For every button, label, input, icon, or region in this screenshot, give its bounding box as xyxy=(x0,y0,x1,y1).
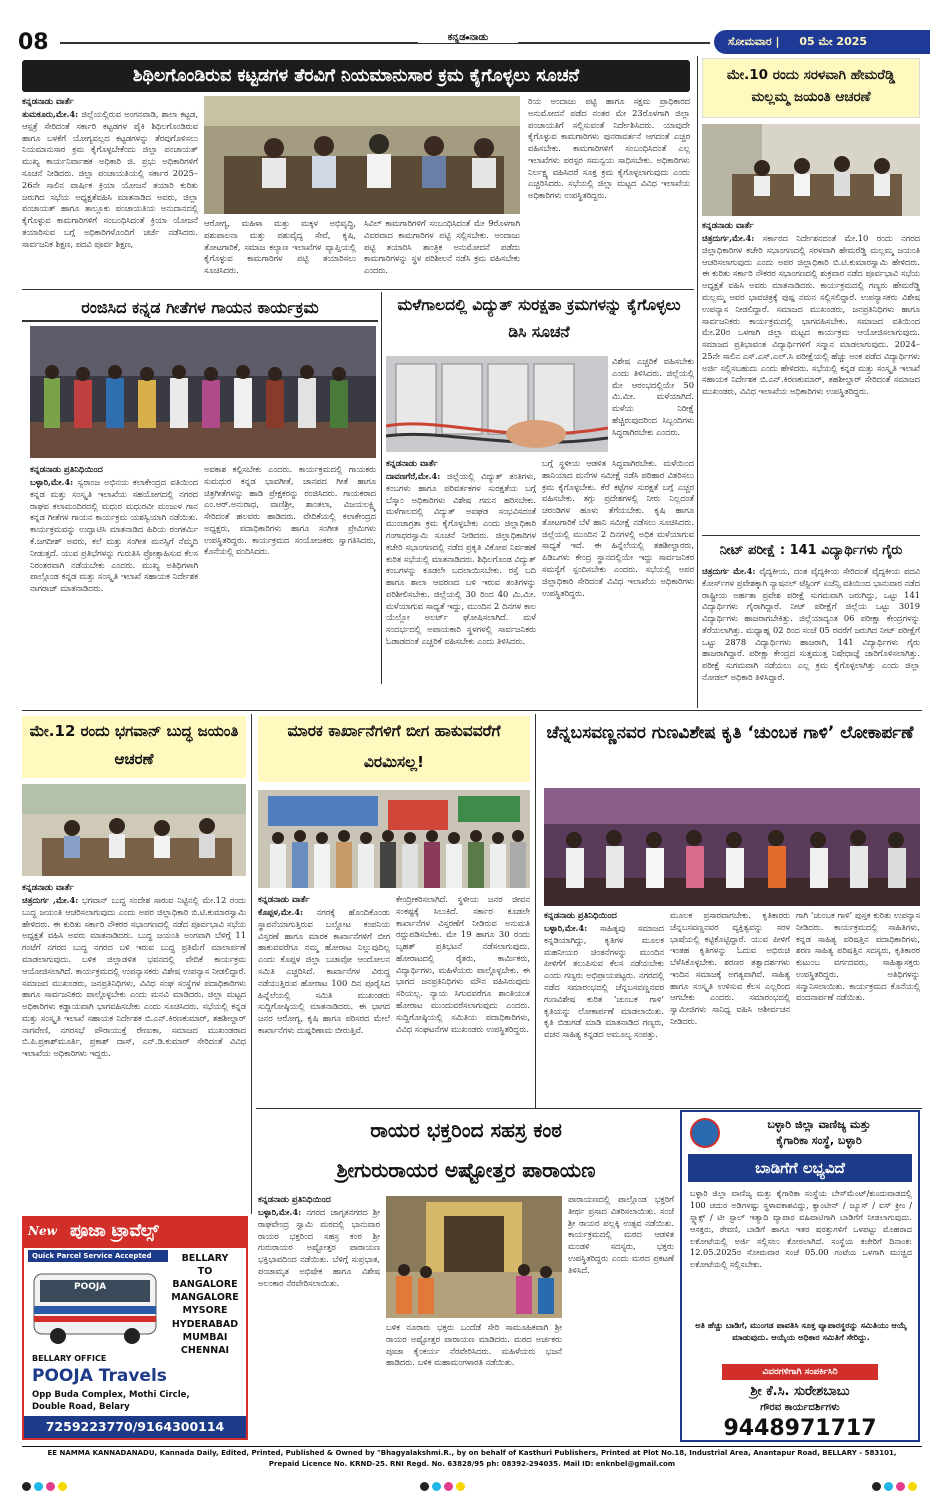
a4-photo-stage xyxy=(30,326,376,458)
chamber-title-1: ಬಳ್ಳಾರಿ ಜಿಲ್ಲಾ ವಾಣಿಜ್ಯ ಮತ್ತು xyxy=(767,1118,871,1131)
a9-dateline: ಕನ್ನಡನಾಡು ಪ್ರತಿನಿಧಿಯಿಂದ xyxy=(258,1195,331,1205)
a7-place: ಕೊಪ್ಪಳ,ಮೇ.4: xyxy=(258,907,304,918)
chamber-contact: ವಿವರಗಳಿಗಾಗಿ ಸಂಪರ್ಕಿಸಿರಿ xyxy=(722,1364,878,1380)
a6-headline: ಮೇ.12 ರಂದು ಭಗವಾನ್ ಬುದ್ಧ ಜಯಂತಿ ಆಚರಣೆ xyxy=(22,716,246,778)
a5-body1: ವಿಶೇಷ ಎಚ್ಚರಿಕೆ ವಹಿಸಬೇಕು ಎಂದು ತಿಳಿಸಿದರು. ಜಿಲ್ಲೆಯಲ್ಲಿ ಮೇ ಆರಂಭದಲ್ಲಿಯೇ 50 ಮಿ.ಮೀ. ಮಳೆಯಾಗಿದೆ. ಮಳೆಯ ನಿರೀಕ್ಷೆ ಹೆಚ್ಚಿರುವುದರಿಂದ ಸಿಬ್ಬಂದಿಗಳು ಸಿದ್ಧರಾಗಿರಬೇಕು ಎಂದರು. xyxy=(612,356,694,437)
chamber-designation: ಗೌರವ ಕಾರ್ಯದರ್ಶಿಗಳು xyxy=(760,1402,840,1413)
a5-text-col1 xyxy=(386,458,536,684)
route-item: BANGALORE xyxy=(172,1279,238,1291)
a2-headline: ಮೇ.10 ರಂದು ಸರಳವಾಗಿ ಹೇಮರೆಡ್ಡಿ ಮಲ್ಲಮ್ಮ ಜಯಂತಿ ಆಚರಣೆ xyxy=(702,58,920,118)
a1-body1: ಜಿಲ್ಲೆಯಲ್ಲಿರುವ ಅಂಗನವಾಡಿ, ಶಾಲಾ ಕಟ್ಟಡ, ಆಸ್ಪತ್ರೆ ಸೇರಿದಂತೆ ಸರ್ಕಾರಿ ಕಟ್ಟಡಗಳ ಪೈಕಿ ಶಿಥಿಲಗೊಂಡಿರುವ ಹಾಗೂ ಬಳಕೆಗೆ ಯೋಗ್ಯವಲ್ಲದ ಕಟ್ಟಡಗಳನ್ನು ತೆರವುಗೊಳಿಸಲು ನಿಯಮಾನುಸಾರ ಕ್ರಮ ಕೈಗೊಳ್ಳಬೇಕೆಂದು ಜಿಲ್ಲಾ ಪಂಚಾಯತ್ ಮುಖ್ಯ ಕಾರ್ಯನಿರ್ವಾಹಕ ಅಧಿಕಾರಿ ಜಿ. ಪ್ರಭು ಅಧಿಕಾರಿಗಳಿಗೆ ಸೂಚನೆ ನೀಡಿದರು. ಜಿಲ್ಲಾ ಪಂಚಾಯತಿಯಲ್ಲಿ ಸರ್ಕಾರ 2025–26ನೇ ಸಾಲಿನ ವಾರ್ಷಿಕ ಕ್ರಿಯಾ ಯೋಜನೆ ತಯಾರಿ ಕುರಿತು ಜರುಗಿದ ಸಭೆಯ ಅಧ್ಯಕ್ಷತೆವಹಿಸಿ ಮಾತನಾಡಿದ ಅವರು, ಜಿಲ್ಲಾ ಪಂಚಾಯತ್ ಹಾಗೂ ತಾಲ್ಲೂಕು ಪಂಚಾಯತಿಯ ಅನುದಾನದಲ್ಲಿ ಕೈಗೊಳ್ಳುವ ಕಾಮಗಾರಿಗಳಿಗೆ ಸಂಬಂಧಿಸಿದಂತೆ ಕ್ರಿಯಾ ಯೋಜನೆ ತಯಾರಿಸುವ ಬಗ್ಗೆ ಅಧಿಕಾರಿಗಳೊಂದಿಗೆ ಚರ್ಚೆ ನಡೆಸಿದರು. ಸಾರ್ವಜನಿಕ ಶಿಕ್ಷಣ, ಪದವಿ ಪೂರ್ವ ಶಿಕ್ಷಣ, xyxy=(22,109,198,249)
a6-text xyxy=(22,882,246,1212)
a4-body2: ಅವಕಾಶ ಕಲ್ಪಿಸಬೇಕು ಎಂದರು. ಕಾರ್ಯಕ್ರಮದಲ್ಲಿ ಗಾಯಕರು ಸುಮಧುರ ಕನ್ನಡ ಭಾವಗೀತೆ, ಜಾನಪದ ಗೀತೆ ಹಾಗೂ ಚಿತ್ರಗೀತೆಗಳನ್ನು ಹಾಡಿ ಪ್ರೇಕ್ಷಕರನ್ನು ರಂಜಿಸಿದರು. ಗಾಯಕರಾದ ಎಂ.ಆರ್.ಅನುರಾಧ, ವಾಣಿಶ್ರೀ, ಶಾಂತಲಾ, ವಿಜಯಲಕ್ಷ್ಮಿ ಸೇರಿದಂತೆ ಹಲವರು ಹಾಡಿದರು. ವೇದಿಕೆಯಲ್ಲಿ ಕಲಾಕೇಂದ್ರದ ಅಧ್ಯಕ್ಷರು, ಪದಾಧಿಕಾರಿಗಳು ಹಾಗೂ ಸಂಗೀತ ಪ್ರೇಮಿಗಳು ಉಪಸ್ಥಿತರಿದ್ದರು. ಕಾರ್ಯಕ್ರಮದ ಸಂಯೋಜಕರು ಸ್ವಾಗತಿಸಿದರು, ಕೊನೆಯಲ್ಲಿ ವಂದಿಸಿದರು. xyxy=(204,464,376,557)
a4-text-col1 xyxy=(30,464,198,682)
a2-place: ಚಿತ್ರದುರ್ಗ,ಮೇ.4: xyxy=(702,233,755,244)
route-item: HYDERABAD xyxy=(171,1318,239,1330)
a6-dateline: ಕನ್ನಡನಾಡು ವಾರ್ತೆ xyxy=(22,883,74,893)
a2-body: ಸರ್ಕಾರದ ನಿರ್ದೇಶನದಂತೆ ಮೇ.10 ರಂದು ನಗರದ ಜಿಲ್ಲಾಧಿಕಾರಿಗಳ ಕಚೇರಿ ಸಭಾಂಗಣದಲ್ಲಿ ಸರಳವಾಗಿ ಹೇಮರೆಡ್ಡಿ ಮಲ್ಲಮ್ಮ ಜಯಂತಿ ಆಚರಿಸಲಾಗುವುದು ಎಂದು ಅಪರ ಜಿಲ್ಲಾಧಿಕಾರಿ ಬಿ.ಟಿ.ಕುಮಾರಸ್ವಾಮಿ ಹೇಳಿದರು. ಈ ಕುರಿತು ಸರ್ಕಾರಿ ನೌಕರರ ಸಭಾಂಗಣದಲ್ಲಿ ಶುಕ್ರವಾರ ನಡೆದ ಪೂರ್ವಭಾವಿ ಸಭೆಯ ಅಧ್ಯಕ್ಷತೆ ವಹಿಸಿ ಅವರು ಮಾತನಾಡಿದರು. ಕಾರ್ಯಕ್ರಮದಲ್ಲಿ ಗಣ್ಯರು ಹೇಮರೆಡ್ಡಿ ಮಲ್ಲಮ್ಮ ಅವರ ಭಾವಚಿತ್ರಕ್ಕೆ ಪುಷ್ಪ ನಮನ ಸಲ್ಲಿಸಲಿದ್ದಾರೆ. ಉಪನ್ಯಾಸಕರು ವಿಶೇಷ ಉಪನ್ಯಾಸ ನೀಡಲಿದ್ದಾರೆ. ಸಮಾಜದ ಮುಖಂಡರು, ಜನಪ್ರತಿನಿಧಿಗಳು ಹಾಗೂ ಸಾರ್ವಜನಿಕರು ಕಾರ್ಯಕ್ರಮದಲ್ಲಿ ಭಾಗವಹಿಸಬೇಕು. ಸಮಾಜದ ವತಿಯಿಂದ ಮೇ.20ರ ಒಳಗಾಗಿ ಜಿಲ್ಲಾ ಮಟ್ಟದ ಕಾರ್ಯಕ್ರಮ ಆಯೋಜಿಸಲಾಗುವುದು. ಸಮಾಜದ ಪ್ರತಿಭಾವಂತ ವಿದ್ಯಾರ್ಥಿಗಳಿಗೆ ಸನ್ಮಾನ ಮಾಡಲಾಗುವುದು. 2024–25ನೇ ಸಾಲಿನ ಎಸ್.ಎಸ್.ಎಲ್.ಸಿ ಪರೀಕ್ಷೆಯಲ್ಲಿ ಹೆಚ್ಚು ಅಂಕ ಪಡೆದ ವಿದ್ಯಾರ್ಥಿಗಳು ಅರ್ಜಿ ಸಲ್ಲಿಸಬಹುದು ಎಂದು ಹೇಳಿದರು. ಸಭೆಯಲ್ಲಿ ಕನ್ನಡ ಮತ್ತು ಸಂಸ್ಕೃತಿ ಇಲಾಖೆ ಸಹಾಯಕ ನಿರ್ದೇಶಕ ಬಿ.ಎನ್.ಕಿರಣಕುಮಾರ್, ತಹಶೀಲ್ದಾರ್ ಸೇರಿದಂತೆ ಸಮಾಜದ ಮುಖಂಡರು, ವಿವಿಧ ಇಲಾಖೆಯ ಅಧಿಕಾರಿಗಳು ಉಪಸ್ಥಿತರಿದ್ದರು. xyxy=(702,233,920,397)
a7-body1: ನಗರಕ್ಕೆ ಹೊಂದಿಕೊಂಡು ಸ್ಥಾಪನೆಯಾಗುತ್ತಿರುವ ಬಲ್ದೋಟ ಕಂಪನಿಯ ವಿಸ್ತರಣೆ ಹಾಗೂ ಮಾರಕ ಕಾರ್ಖಾನೆಗಳಿಗೆ ಬೀಗ ಹಾಕುವವರೆಗೂ ನಮ್ಮ ಹೋರಾಟ ನಿಲ್ಲುವುದಿಲ್ಲ ಎಂದು ಕೊಪ್ಪಳ ಜಿಲ್ಲಾ ಬಚಾವೋ ಆಂದೋಲನ ಸಮಿತಿ ಎಚ್ಚರಿಸಿದೆ. ಕಾರ್ಖಾನೆಗಳ ವಿರುದ್ಧ ನಡೆಯುತ್ತಿರುವ ಹೋರಾಟ 100 ದಿನ ಪೂರೈಸಿದ ಹಿನ್ನೆಲೆಯಲ್ಲಿ ಸಮಿತಿ ಮುಖಂಡರು ಸುದ್ದಿಗೋಷ್ಠಿಯಲ್ಲಿ ಮಾತನಾಡಿದರು. ಈ ಭಾಗದ ಜನರ ಆರೋಗ್ಯ, ಕೃಷಿ ಹಾಗೂ ಪರಿಸರದ ಮೇಲೆ ಕಾರ್ಖಾನೆಗಳು ದುಷ್ಪರಿಣಾಮ ಬೀರುತ್ತಿವೆ. xyxy=(258,907,390,1035)
ad-travel-title: ಪೂಜಾ ಟ್ರಾವೆಲ್ಸ್ xyxy=(70,1221,159,1241)
a1-body4: ರಿಯ ಅಂದಾಜು ಪಟ್ಟಿ ಹಾಗೂ ಸಕ್ಷಮ ಪ್ರಾಧಿಕಾರದ ಅನುಮೋದನೆ ಪಡೆದ ನಂತರ ಮೇ 23ರೊಳಗಾಗಿ ಜಿಲ್ಲಾ ಪಂಚಾಯತಿಗೆ ಸಲ್ಲಿಸುವಂತೆ ನಿರ್ದೇಶಿಸಿದರು. ಯಾವುದೇ ಕೈಗೊಳ್ಳುವ ಕಾಮಗಾರಿಗಳು ಪುನರಾವರ್ತನೆ ಆಗದಂತೆ ಎಚ್ಚರ ವಹಿಸಬೇಕು. ಕಾಮಗಾರಿಗಳಿಗೆ ಸಂಬಂಧಿಸಿದಂತೆ ಎಲ್ಲ ಇಲಾಖೆಗಳು ಪರಸ್ಪರ ಸಮನ್ವಯ ಸಾಧಿಸಬೇಕು. ಅಧಿಕಾರಿಗಳು ನಿರ್ಲಕ್ಷ್ಯ ವಹಿಸಿದರೆ ಸೂಕ್ತ ಕ್ರಮ ಕೈಗೊಳ್ಳಲಾಗುವುದು ಎಂದು ಎಚ್ಚರಿಸಿದರು. ಸಭೆಯಲ್ಲಿ ಜಿಲ್ಲಾ ಮಟ್ಟದ ವಿವಿಧ ಇಲಾಖೆಯ ಅಧಿಕಾರಿಗಳು ಉಪಸ್ಥಿತರಿದ್ದರು. xyxy=(528,96,690,201)
a4-text-col2 xyxy=(204,464,376,682)
a8-dateline: ಕನ್ನಡನಾಡು ಪ್ರತಿನಿಧಿಯಿಂದ xyxy=(544,911,617,921)
chamber-title-2: ಕೈಗಾರಿಕಾ ಸಂಸ್ಥೆ, ಬಳ್ಳಾರಿ xyxy=(776,1134,862,1147)
a1-photo-meeting xyxy=(204,96,520,214)
a1-headline: ಶಿಥಿಲಗೊಂಡಿರುವ ಕಟ್ಟಡಗಳ ತೆರವಿಗೆ ನಿಯಮಾನುಸಾರ ಕ್ರಮ ಕೈಗೊಳ್ಳಲು ಸೂಚನೆ xyxy=(22,60,690,92)
a9-photo-temple xyxy=(386,1196,562,1318)
a1-text-col3 xyxy=(364,218,520,288)
a5-headline: ಮಳೆಗಾಲದಲ್ಲಿ ವಿದ್ಯುತ್ ಸುರಕ್ಷತಾ ಕ್ರಮಗಳನ್ನು ಕೈಗೊಳ್ಳಲು ಡಿಸಿ ಸೂಚನೆ xyxy=(397,296,681,342)
chamber-note: ಅತಿ ಹೆಚ್ಚು ಬಾಡಿಗೆ, ಮುಂಗಡ ಪಾವತಿಸಿ ಸೂಕ್ತ ವ್ಯಾಪಾರಸ್ಥರನ್ನು ಸಮಿತಿಯು ಆಯ್ಕೆ ಮಾಡುವುದು. ಆಯ್ಕೆಯ ಅಧಿಕಾರ ಸಮಿತಿಗೆ ಸೇರಿದ್ದು. xyxy=(695,1320,907,1342)
a7-headline: ಮಾರಕ ಕಾರ್ಖಾನೆಗಳಿಗೆ ಬೀಗ ಹಾಕುವವರೆಗೆ ವಿರಮಿಸಲ್ಲ! xyxy=(258,716,530,782)
footer-rule xyxy=(22,1446,922,1447)
ad-travel-brand: POOJA Travels xyxy=(32,1366,167,1386)
a3-text xyxy=(702,566,920,706)
col-rule-1 xyxy=(381,292,382,684)
a3-body: ವೈದ್ಯಕೀಯ, ದಂತ ವೈದ್ಯಕೀಯ ಸೇರಿದಂತೆ ವೈದ್ಯಕೀಯ ಪದವಿ ಕೋರ್ಸ್‌ಗಳ ಪ್ರವೇಶಕ್ಕಾಗಿ ನ್ಯಾಷನಲ್ ಟೆಸ್ಟಿಂಗ್ ಏಜೆನ್ಸಿ ವತಿಯಿಂದ ಭಾನುವಾರ ನಡೆದ ರಾಷ್ಟ್ರೀಯ ಅರ್ಹತಾ ಪ್ರವೇಶ ಪರೀಕ್ಷೆ ಸುಗಮವಾಗಿ ಜರುಗಿದ್ದು, ಒಟ್ಟು 141 ವಿದ್ಯಾರ್ಥಿಗಳು ಗೈರಾಗಿದ್ದಾರೆ. ನೀಟ್ ಪರೀಕ್ಷೆಗೆ ಜಿಲ್ಲೆಯ ಒಟ್ಟು 3019 ವಿದ್ಯಾರ್ಥಿಗಳು ಹಾಜರಾಗಬೇಕಿತ್ತು. ಜಿಲ್ಲೆಯಾದ್ಯಂತ 06 ಪರೀಕ್ಷಾ ಕೇಂದ್ರಗಳನ್ನು ತೆರೆಯಲಾಗಿತ್ತು. ಮಧ್ಯಾಹ್ನ 02 ರಿಂದ ಸಂಜೆ 05 ರವರೆಗೆ ಜರುಗಿದ ನೀಟ್ ಪರೀಕ್ಷೆಗೆ ಒಟ್ಟು 2878 ವಿದ್ಯಾರ್ಥಿಗಳು ಹಾಜರಾಗಿ, 141 ವಿದ್ಯಾರ್ಥಿಗಳು ಗೈರು ಹಾಜರಾಗಿದ್ದಾರೆ. ಪರೀಕ್ಷಾ ಕೇಂದ್ರದ ಸುತ್ತಮುತ್ತ ನಿಷೇಧಾಜ್ಞೆ ಜಾರಿಗೊಳಿಸಲಾಗಿತ್ತು. ಪರೀಕ್ಷೆ ಸುಗಮವಾಗಿ ನಡೆಯಲು ಎಲ್ಲ ಕ್ರಮ ಕೈಗೊಳ್ಳಲಾಗಿತ್ತು ಎಂದು ಜಿಲ್ಲಾ ನೋಡಲ್ ಅಧಿಕಾರಿ ತಿಳಿಸಿದ್ದಾರೆ. xyxy=(702,566,920,683)
a4-body1: ಸ್ವರಾಂಜ ಅಭಿನಯ ಕಲಾಕೇಂದ್ರದ ವತಿಯಿಂದ ಕನ್ನಡ ಮತ್ತು ಸಂಸ್ಕೃತಿ ಇಲಾಖೆಯ ಸಹಯೋಗದಲ್ಲಿ ನಗರದ ರಾಘವ ಕಲಾಮಂದಿರದಲ್ಲಿ ಮಧುರ ಮಧುರವೀ ಮಂಜುಳ ಗಾನ ಕನ್ನಡ ಗೀತೆಗಳ ಗಾಯನ ಕಾರ್ಯಕ್ರಮ ಯಶಸ್ವಿಯಾಗಿ ನಡೆಯಿತು. ಕಾರ್ಯಕ್ರಮವನ್ನು ಉದ್ಘಾಟಿಸಿ ಮಾತನಾಡಿದ ಹಿರಿಯ ರಂಗಕರ್ಮಿ ಕೆ.ಜಗದೀಶ್ ಅವರು, ಕಲೆ ಮತ್ತು ಸಂಗೀತ ಮನಸ್ಸಿಗೆ ನೆಮ್ಮದಿ ನೀಡುತ್ತದೆ. ಯುವ ಪ್ರತಿಭೆಗಳನ್ನು ಗುರುತಿಸಿ ಪ್ರೋತ್ಸಾಹಿಸುವ ಕೆಲಸ ನಿರಂತರವಾಗಿ ನಡೆಯಬೇಕು ಎಂದರು. ಮುಖ್ಯ ಅತಿಥಿಗಳಾಗಿ ಪಾಲ್ಗೊಂಡ ಕನ್ನಡ ಮತ್ತು ಸಂಸ್ಕೃತಿ ಇಲಾಖೆ ಸಹಾಯಕ ನಿರ್ದೇಶಕ ನಾಗರಾಜ್ ಮಾತನಾಡಿದರು. xyxy=(30,477,198,594)
ad-travel-routes xyxy=(164,1252,246,1357)
date-label: 05 ಮೇ 2025 xyxy=(799,35,868,48)
a1-text-col4 xyxy=(528,96,690,286)
registration-marks-center xyxy=(420,1476,468,1495)
a1-body3: ಸಿವಿಲ್ ಕಾಮಗಾರಿಗಳಿಗೆ ಸಂಬಂಧಿಸಿದಂತೆ ಮೇ 9ರೊಳಗಾಗಿ ವಿವರವಾದ ಕಾಮಗಾರಿಗಳ ಪಟ್ಟಿ ಸಲ್ಲಿಸಬೇಕು. ಅಂದಾಜು ಪಟ್ಟಿ ತಯಾರಿಸಿ ತಾಂತ್ರಿಕ ಅನುಮೋದನೆ ಪಡೆದು ಕಾಮಗಾರಿಗಳನ್ನು ಸ್ಥಳ ಪರಿಶೀಲನೆ ನಡೆಸಿ ಕ್ರಮ ವಹಿಸಬೇಕು ಎಂದರು. xyxy=(364,218,520,276)
a9-headline-1: ರಾಯರ ಭಕ್ತರಿಂದ ಸಹಸ್ರ ಕಂಠ xyxy=(370,1118,562,1142)
a5-photo-electrical xyxy=(386,356,608,452)
masthead xyxy=(18,28,930,58)
a3-headline: ನೀಟ್ ಪರೀಕ್ಷೆ : 141 ವಿದ್ಯಾರ್ಥಿಗಳು ಗೈರು xyxy=(719,543,903,558)
route-item: CHENNAI xyxy=(180,1344,230,1356)
a8-photo-release xyxy=(544,788,920,906)
a9-headline-2: ಶ್ರೀಗುರುರಾಯರ ಅಷ್ಟೋತ್ತರ ಪಾರಾಯಣ xyxy=(336,1158,596,1182)
a8-text-col3 xyxy=(796,910,920,1106)
ad-travel-new: New xyxy=(28,1224,57,1238)
a5-place: ದಾವಣಗೆರೆ,ಮೇ.4: xyxy=(386,471,441,482)
chamber-banner: ಬಾಡಿಗೆಗೆ ಲಭ್ಯವಿದೆ xyxy=(688,1154,912,1182)
a3-rule xyxy=(702,535,920,536)
header-rule xyxy=(60,42,710,44)
a3-place: ಚಿತ್ರದುರ್ಗ ಮೇ.4: xyxy=(702,566,756,576)
a9-body2: ಬಳಿಕ ನೂರಾರು ಭಕ್ತರು ಒಂದೆಡೆ ಸೇರಿ ಸಾಮೂಹಿಕವಾಗಿ ಶ್ರೀ ರಾಯರ ಅಷ್ಟೋತ್ತರ ಪಾರಾಯಣ ಮಾಡಿದರು. ಮಠದ ಅರ್ಚಕರು ಪೂಜಾ ಕೈಂಕರ್ಯ ನೆರವೇರಿಸಿದರು. ಮಹಿಳೆಯರು ಭಜನೆ ಹಾಡಿದರು. ಬಳಿಕ ಮಹಾಮಂಗಳಾರತಿ ನಡೆಯಿತು. xyxy=(386,1322,562,1368)
route-item: BELLARY xyxy=(181,1253,229,1264)
a4-place: ಬಳ್ಳಾರಿ,ಮೇ.4: xyxy=(30,477,74,488)
a2-photo-meeting xyxy=(702,124,920,216)
a8-body3: ಗಾಗಿ ‘ಚುಂಬಕ ಗಾಳಿ’ ಪುಸ್ತಕ ಕುರಿತು ಉಪನ್ಯಾಸ ನೀಡಿದರು. ಕಾರ್ಯಕ್ರಮದಲ್ಲಿ ಸಾಹಿತಿಗಳು, ಕನ್ನಡ ಸಾಹಿತ್ಯ ಪರಿಷತ್ತಿನ ಪದಾಧಿಕಾರಿಗಳು, ಶರಣ ಸಾಹಿತ್ಯ ಪರಿಷತ್ತಿನ ಸದಸ್ಯರು, ಕೃತಿಕಾರರ ಕುಟುಂಬ ವರ್ಗದವರು, ಸಾಹಿತ್ಯಾಸಕ್ತರು ಉಪಸ್ಥಿತರಿದ್ದರು. ಅತಿಥಿಗಳನ್ನು ಸನ್ಮಾನಿಸಲಾಯಿತು. ಕಾರ್ಯಕ್ರಮದ ಕೊನೆಯಲ್ಲಿ ವಂದನಾರ್ಪಣೆ ನಡೆಯಿತು. xyxy=(796,910,920,1003)
a9-body1: ನಗರದ ಜಾಗೃತನಗರದ ಶ್ರೀ ರಾಘವೇಂದ್ರ ಸ್ವಾಮಿ ಮಠದಲ್ಲಿ ಭಾನುವಾರ ರಾಯರ ಭಕ್ತರಿಂದ ಸಹಸ್ರ ಕಂಠ ಶ್ರೀ ಗುರುರಾಯರ ಅಷ್ಟೋತ್ತರ ಪಾರಾಯಣ ಭಕ್ತಿಭಾವದಿಂದ ನಡೆಯಿತು. ಬೆಳಿಗ್ಗೆ ಸುಪ್ರಭಾತ, ಪಂಚಾಮೃತ ಅಭಿಷೇಕ ಹಾಗೂ ವಿಶೇಷ ಅಲಂಕಾರ ನೆರವೇರಿಸಲಾಯಿತು. xyxy=(258,1207,380,1288)
page-number: 08 xyxy=(18,30,49,55)
route-item: MUMBAI xyxy=(182,1331,228,1343)
a6-place: ಚಿತ್ರದುರ್ಗ ,ಮೇ.4: xyxy=(22,895,79,906)
a7-body2: ಕೇಂದ್ರೀಕರಿಸಲಾಗಿದೆ. ಸ್ಥಳೀಯ ಜನರ ಜೀವನ ಸಂಕಷ್ಟಕ್ಕೆ ಸಿಲುಕಿದೆ. ಸರ್ಕಾರ ಕೂಡಲೇ ಕಾರ್ಖಾನೆಗಳ ವಿಸ್ತರಣೆಗೆ ನೀಡಿರುವ ಅನುಮತಿ ರದ್ದುಪಡಿಸಬೇಕು. ಮೇ 19 ಹಾಗೂ 30 ರಂದು ಬೃಹತ್ ಪ್ರತಿಭಟನೆ ನಡೆಸಲಾಗುವುದು. ಹೋರಾಟದಲ್ಲಿ ರೈತರು, ಕಾರ್ಮಿಕರು, ವಿದ್ಯಾರ್ಥಿಗಳು, ಮಹಿಳೆಯರು ಪಾಲ್ಗೊಳ್ಳಬೇಕು. ಈ ಭಾಗದ ಜನಪ್ರತಿನಿಧಿಗಳು ಮೌನ ವಹಿಸಿರುವುದು ಸರಿಯಲ್ಲ. ನ್ಯಾಯ ಸಿಗುವವರೆಗೂ ಶಾಂತಿಯುತ ಹೋರಾಟ ಮುಂದುವರೆಸಲಾಗುವುದು ಎಂದರು. ಸುದ್ದಿಗೋಷ್ಠಿಯಲ್ಲಿ ಸಮಿತಿಯ ಪದಾಧಿಕಾರಿಗಳು, ವಿವಿಧ ಸಂಘಟನೆಗಳ ಮುಖಂಡರು ಉಪಸ್ಥಿತರಿದ್ದರು. xyxy=(396,894,530,1034)
col-rule-2 xyxy=(697,56,698,708)
a8-headline: ಚೆನ್ನಬಸವಣ್ಣನವರ ಗುಣವಿಶೇಷ ಕೃತಿ ‘ಚುಂಬಕ ಗಾಳಿ’ ಲೋಕಾರ್ಪಣೆ xyxy=(546,723,914,743)
a1-dateline: ಕನ್ನಡನಾಡು ವಾರ್ತೆ xyxy=(22,97,74,107)
a7-text-col2 xyxy=(396,894,530,1104)
ad-travel-bus xyxy=(28,1266,162,1348)
a5-text-col2 xyxy=(542,458,694,684)
a5-dateline: ಕನ್ನಡನಾಡು ವಾರ್ತೆ xyxy=(386,459,438,469)
a7-text-col1 xyxy=(258,894,390,1104)
col-rule-3 xyxy=(251,714,252,1214)
a1-text-col2 xyxy=(204,218,356,288)
route-item: TO xyxy=(197,1266,213,1278)
registration-marks-right xyxy=(872,1476,920,1495)
ad-travel-bus-label: POOJA xyxy=(74,1282,107,1292)
ad-pooja-travels xyxy=(22,1216,248,1440)
a8-text-col2 xyxy=(670,910,790,1106)
chamber-logo-icon xyxy=(690,1118,720,1148)
a9-place: ಬಳ್ಳಾರಿ,ಮೇ.4: xyxy=(258,1207,302,1218)
a4-dateline: ಕನ್ನಡನಾಡು ಪ್ರತಿನಿಧಿಯಿಂದ xyxy=(30,465,103,475)
chamber-name: ಶ್ರೀ ಕೆ.ಸಿ. ಸುರೇಶಬಾಬು xyxy=(750,1384,850,1399)
a9-text-col2 xyxy=(386,1322,562,1438)
day-label: ಸೋಮವಾರ | xyxy=(728,35,780,48)
a1-text-col1 xyxy=(22,96,198,286)
route-item: MANGALORE xyxy=(171,1292,239,1304)
imprint-line-2: Prepaid Licence No. KRND-25. RNI Regd. No. 63828/95 ph: 08392-294035. Mail ID: enknbel@gmail.com xyxy=(268,1460,676,1468)
chamber-phone: 9448971717 xyxy=(723,1416,877,1441)
ad-chamber xyxy=(680,1110,920,1442)
row-rule-2 xyxy=(22,710,922,711)
a5-body2: ಜಿಲ್ಲೆಯಲ್ಲಿ ವಿದ್ಯುತ್ ತಂತಿಗಳು, ಕಂಬಗಳು ಹಾಗೂ ಪರಿವರ್ತಕಗಳ ಸುರಕ್ಷತೆಯ ಬಗ್ಗೆ ಬೆಸ್ಕಾಂ ಅಧಿಕಾರಿಗಳು ವಿಶೇಷ ಗಮನ ಹರಿಸಬೇಕು. ಮಳೆಗಾಲದಲ್ಲಿ ವಿದ್ಯುತ್ ಅವಘಡ ಸಂಭವಿಸದಂತೆ ಮುಂಜಾಗ್ರತಾ ಕ್ರಮ ಕೈಗೊಳ್ಳಬೇಕು ಎಂದು ಜಿಲ್ಲಾಧಿಕಾರಿ ಗಂಗಾಧರಸ್ವಾಮಿ ಸೂಚನೆ ನೀಡಿದರು. ಜಿಲ್ಲಾಧಿಕಾರಿಗಳ ಕಚೇರಿ ಸಭಾಂಗಣದಲ್ಲಿ ನಡೆದ ಪ್ರಕೃತಿ ವಿಕೋಪ ನಿರ್ವಹಣೆ ಕುರಿತ ಸಭೆಯಲ್ಲಿ ಮಾತನಾಡಿದರು. ಶಿಥಿಲಗೊಂಡ ವಿದ್ಯುತ್ ಕಂಬಗಳನ್ನು ಕೂಡಲೇ ಬದಲಾಯಿಸಬೇಕು. ರಸ್ತೆ ಬದಿ ಹಾಗೂ ಶಾಲಾ ಆವರಣದ ಬಳಿ ಇರುವ ತಂತಿಗಳನ್ನು ಪರಿಶೀಲಿಸಬೇಕು. ಜಿಲ್ಲೆಯಲ್ಲಿ 30 ರಿಂದ 40 ಮಿ.ಮೀ. ಮಳೆಯಾಗುವ ಸಾಧ್ಯತೆ ಇದ್ದು, ಮುಂದಿನ 2 ದಿನಗಳ ಕಾಲ ಯೆಲ್ಲೋ ಅಲರ್ಟ್ ಘೋಷಿಸಲಾಗಿದೆ. ಮಳೆ ಸಂದರ್ಭದಲ್ಲಿ ಅಪಾಯಕಾರಿ ಸ್ಥಳಗಳಲ್ಲಿ ಸಾರ್ವಜನಿಕರು ಓಡಾಡದಂತೆ ಎಚ್ಚರಿಕೆ ವಹಿಸಬೇಕು ಎಂದು ತಿಳಿಸಿದರು. xyxy=(386,471,536,646)
row-rule-3 xyxy=(256,1108,922,1109)
ad-travel-header xyxy=(24,1218,246,1248)
paper-name: ಕನ್ನಡ⦁ನಾಡು xyxy=(418,32,518,43)
a9-body3: ಪಾರಾಯಣದಲ್ಲಿ ಪಾಲ್ಗೊಂಡ ಭಕ್ತರಿಗೆ ತೀರ್ಥ ಪ್ರಸಾದ ವಿತರಿಸಲಾಯಿತು. ಸಂಜೆ ಶ್ರೀ ರಾಯರ ಪಲ್ಲಕ್ಕಿ ಉತ್ಸವ ನಡೆಯಿತು. ಕಾರ್ಯಕ್ರಮದಲ್ಲಿ ಮಠದ ಆಡಳಿತ ಮಂಡಳಿ ಸದಸ್ಯರು, ಭಕ್ತರು ಉಪಸ್ಥಿತರಿದ್ದರು ಎಂದು ಮಠದ ಪ್ರಕಟಣೆ ತಿಳಿಸಿದೆ. xyxy=(568,1194,674,1275)
ad-travel-office: BELLARY OFFICE xyxy=(32,1354,107,1363)
date-bar xyxy=(714,30,930,54)
a5-text-col0 xyxy=(612,356,694,452)
a8-body2: ಮೂಲಕ ಪ್ರಸಾರವಾಗಬೇಕು. ಕೃತಿಕಾರರು ಚೆನ್ನಬಸವಣ್ಣನವರ ವ್ಯಕ್ತಿತ್ವವನ್ನು ಸರಳ ಭಾಷೆಯಲ್ಲಿ ಕಟ್ಟಿಕೊಟ್ಟಿದ್ದಾರೆ. ಯುವ ಪೀಳಿಗೆ ಇಂತಹ ಕೃತಿಗಳನ್ನು ಓದುವ ಅಭಿರುಚಿ ಬೆಳೆಸಿಕೊಳ್ಳಬೇಕು. ಶರಣರ ತತ್ವಾದರ್ಶಗಳು ಇಂದಿನ ಸಮಾಜಕ್ಕೆ ಅಗತ್ಯವಾಗಿವೆ. ಸಾಹಿತ್ಯ ಹಾಗೂ ಸಂಸ್ಕೃತಿ ಉಳಿಸುವ ಕೆಲಸ ಎಲ್ಲರಿಂದ ಆಗಬೇಕು ಎಂದರು. ಸಮಾರಂಭದಲ್ಲಿ ಸ್ವಾಮೀಜಿಗಳು ಸಾನಿಧ್ಯ ವಹಿಸಿ ಆಶೀರ್ವಚನ ನೀಡಿದರು. xyxy=(670,910,790,1027)
a4-headline: ರಂಜಿಸಿದ ಕನ್ನಡ ಗೀತೆಗಳ ಗಾಯನ ಕಾರ್ಯಕ್ರಮ xyxy=(22,294,378,322)
imprint-line-1: EE NAMMA KANNADANADU, Kannada Daily, Edited, Printed, Published & Owned by "Bhagyalakshmi.R., by on behalf of Kasthuri Publishers, Printed at Plot No.18, Industrial Area, Anantapur Road, BELLARY - 583101, xyxy=(47,1449,897,1457)
ad-travel-parcel: Quick Parcel Service Accepted xyxy=(28,1250,168,1262)
a9-text-col1 xyxy=(258,1194,380,1438)
a1-body2: ಆರೋಗ್ಯ, ಮಹಿಳಾ ಮತ್ತು ಮಕ್ಕಳ ಅಭಿವೃದ್ಧಿ, ಪಶುಪಾಲನಾ ಮತ್ತು ಪಶುವೈದ್ಯ ಸೇವೆ, ಕೃಷಿ, ತೋಟಗಾರಿಕೆ, ಸಮಾಜ ಕಲ್ಯಾಣ ಇಲಾಖೆಗಳ ವ್ಯಾಪ್ತಿಯಲ್ಲಿ ಕೈಗೊಳ್ಳುವ ಕಾಮಗಾರಿಗಳ ಪಟ್ಟಿ ತಯಾರಿಸಲು ಸೂಚಿಸಿದರು. xyxy=(204,218,356,276)
ad-travel-address1: Opp Buda Complex, Mothi Circle, xyxy=(32,1390,190,1400)
a8-text-col1 xyxy=(544,910,664,1106)
a8-place: ಬಳ್ಳಾರಿ,ಮೇ.4: xyxy=(544,923,588,934)
a6-photo-meeting xyxy=(22,784,246,876)
a2-text xyxy=(702,220,920,530)
a7-photo-press xyxy=(258,790,530,888)
route-item: MYSORE xyxy=(182,1305,228,1317)
a1-place: ತುಮಕೂರು,ಮೇ.4: xyxy=(22,109,79,120)
registration-marks-left xyxy=(22,1476,70,1495)
a2-dateline: ಕನ್ನಡನಾಡು ವಾರ್ತೆ xyxy=(702,221,754,231)
a7-dateline: ಕನ್ನಡನಾಡು ವಾರ್ತೆ xyxy=(258,895,310,905)
row-rule-1 xyxy=(22,289,694,290)
a6-body: ಭಗವಾನ್ ಬುದ್ಧ ಸಂದೇಶ ಸಾರುವ ನಿಟ್ಟಿನಲ್ಲಿ ಮೇ.12 ರಂದು ಬುದ್ಧ ಜಯಂತಿ ಆಚರಿಸಲಾಗುವುದು ಎಂದು ಅಪರ ಜಿಲ್ಲಾಧಿಕಾರಿ ಬಿ.ಟಿ.ಕುಮಾರಸ್ವಾಮಿ ಹೇಳಿದರು. ಈ ಕುರಿತು ಸರ್ಕಾರಿ ನೌಕರರ ಸಭಾಂಗಣದಲ್ಲಿ ನಡೆದ ಪೂರ್ವಭಾವಿ ಸಭೆಯ ಅಧ್ಯಕ್ಷತೆ ವಹಿಸಿ ಅವರು ಮಾತನಾಡಿದರು. ಬುದ್ಧ ಜಯಂತಿ ಅಂಗವಾಗಿ ಬೆಳಿಗ್ಗೆ 11 ಗಂಟೆಗೆ ನಗರದ ಬುದ್ಧ ನಗರದ ಬಳಿ ಇರುವ ಬುದ್ಧ ಪ್ರತಿಮೆಗೆ ಮಾಲಾರ್ಪಣೆ ಮಾಡಲಾಗುವುದು. ಬಳಿಕ ಜಿಲ್ಲಾಡಳಿತ ಭವನದಲ್ಲಿ ವೇದಿಕೆ ಕಾರ್ಯಕ್ರಮ ಆಯೋಜಿಸಲಾಗಿದೆ. ಕಾರ್ಯಕ್ರಮದಲ್ಲಿ ಉಪನ್ಯಾಸಕರು ವಿಶೇಷ ಉಪನ್ಯಾಸ ನೀಡಲಿದ್ದಾರೆ. ಸಮಾಜದ ಮುಖಂಡರು, ಜನಪ್ರತಿನಿಧಿಗಳು, ವಿವಿಧ ಸಂಘ ಸಂಸ್ಥೆಗಳ ಪದಾಧಿಕಾರಿಗಳು ಹಾಗೂ ಸಾರ್ವಜನಿಕರು ಪಾಲ್ಗೊಳ್ಳಬೇಕು ಎಂದು ಮನವಿ ಮಾಡಿದರು. ಜಿಲ್ಲಾ ಮಟ್ಟದ ಅಧಿಕಾರಿಗಳು ಕಡ್ಡಾಯವಾಗಿ ಭಾಗವಹಿಸಬೇಕು ಎಂದು ಸೂಚಿಸಿದರು. ಸಭೆಯಲ್ಲಿ ಕನ್ನಡ ಮತ್ತು ಸಂಸ್ಕೃತಿ ಇಲಾಖೆ ಸಹಾಯಕ ನಿರ್ದೇಶಕ ಬಿ.ಎನ್.ಕಿರಣಕುಮಾರ್, ತಹಶೀಲ್ದಾರ್ ನಾಗವೇಣಿ, ನಗರಸಭೆ ಪೌರಾಯುಕ್ತೆ ರೇಣುಕಾ, ಸಮಾಜದ ಮುಖಂಡರಾದ ಬಿ.ಪಿ.ಪ್ರಕಾಶ್‌ಮೂರ್ತಿ, ಪ್ರಕಾಶ್ ದಾಸ್, ಎನ್.ಡಿ.ಕುಮಾರ್ ಸೇರಿದಂತೆ ವಿವಿಧ ಇಲಾಖೆಯ ಅಧಿಕಾರಿಗಳು ಇದ್ದರು. xyxy=(22,895,246,1059)
col-rule-4 xyxy=(535,714,536,1108)
chamber-body: ಬಳ್ಳಾರಿ ಜಿಲ್ಲಾ ವಾಣಿಜ್ಯ ಮತ್ತು ಕೈಗಾರಿಕಾ ಸಂಸ್ಥೆಯ ಬೇಸ್‌ಮೆಂಟ್/ಕುಂದುವಾಡದಲ್ಲಿ 100 ಚದುರ ಅಡಿಗಳಷ್ಟು ಸ್ಥಳಾವಕಾಶವಿದ್ದು, ಕ್ಯಾಂಟೀನ್ / ಜ್ಯೂಸ್ / ಐಸ್ ಕ್ರೀಂ / ಸ್ನ್ಯಾಕ್ಸ್ / ಟೀ ಸ್ಟಾಲ್ ಇತ್ಯಾದಿ ವ್ಯಾಪಾರ ವಹಿವಾಟಿಗಾಗಿ ಬಾಡಿಗೆಗೆ ನೀಡಲಾಗುವುದು. ಆಸಕ್ತರು, ಠೇವಣಿ, ಬಾಡಿಗೆ ಹಾಗೂ ಇತರ ಷರತ್ತುಗಳಿಗೆ ಒಳಪಟ್ಟು ಮೊಹರಾದ ಲಕೋಟೆಯಲ್ಲಿ ಅರ್ಜಿ ಸಲ್ಲಿಸಲು ಕೋರಲಾಗಿದೆ. ಸಂಸ್ಥೆಯ ಕಚೇರಿಗೆ ದಿನಾಂಕ: 12.05.2025ರ ಸೋಮವಾರ ಸಂಜೆ 05.00 ಗಂಟೆಯ ಒಳಗಾಗಿ ಮುಚ್ಚಿದ ಲಕೋಟೆಯಲ್ಲಿ ಸಲ್ಲಿಸಬೇಕು. xyxy=(690,1188,912,1270)
ad-travel-phone: 7259223770/9164300114 xyxy=(24,1416,246,1438)
a8-body1: ಸಾಹಿತ್ಯವು ಸಮಾಜದ ಕನ್ನಡಿಯಾಗಿದ್ದು, ಕೃತಿಗಳ ಮೂಲಕ ಮಹನೀಯರ ಚಿಂತನೆಗಳನ್ನು ಮುಂದಿನ ಪೀಳಿಗೆಗೆ ತಲುಪಿಸುವ ಕೆಲಸ ನಡೆಯಬೇಕು ಎಂದು ಗಣ್ಯರು ಅಭಿಪ್ರಾಯಪಟ್ಟರು. ನಗರದಲ್ಲಿ ನಡೆದ ಸಮಾರಂಭದಲ್ಲಿ ಚೆನ್ನಬಸವಣ್ಣನವರ ಗುಣವಿಶೇಷ ಕುರಿತ ‘ಚುಂಬಕ ಗಾಳಿ’ ಕೃತಿಯನ್ನು ಲೋಕಾರ್ಪಣೆ ಮಾಡಲಾಯಿತು. ಕೃತಿ ಬಿಡುಗಡೆ ಮಾಡಿ ಮಾತನಾಡಿದ ಗಣ್ಯರು, ವಚನ ಸಾಹಿತ್ಯ ಕನ್ನಡದ ಅಮೂಲ್ಯ ಸಂಪತ್ತು. xyxy=(544,923,664,1040)
a9-text-col3 xyxy=(568,1194,674,1438)
ad-travel-address2: Double Road, Belary xyxy=(32,1402,130,1412)
a5-body3: ಬಗ್ಗೆ ಸ್ಥಳೀಯ ಆಡಳಿತ ಸಿದ್ಧವಾಗಿರಬೇಕು. ಮಳೆಯಿಂದ ಹಾನಿಯಾದ ಮನೆಗಳ ಸಮೀಕ್ಷೆ ನಡೆಸಿ ಪರಿಹಾರ ವಿತರಿಸಲು ಕ್ರಮ ಕೈಗೊಳ್ಳಬೇಕು. ಕೆರೆ ಕಟ್ಟೆಗಳ ಸುರಕ್ಷತೆ ಬಗ್ಗೆ ಎಚ್ಚರ ವಹಿಸಬೇಕು. ತಗ್ಗು ಪ್ರದೇಶಗಳಲ್ಲಿ ನೀರು ನಿಲ್ಲದಂತೆ ಚರಂಡಿಗಳ ಹೂಳು ತೆಗೆಯಬೇಕು. ಕೃಷಿ ಹಾಗೂ ತೋಟಗಾರಿಕೆ ಬೆಳೆ ಹಾನಿ ಸಮೀಕ್ಷೆ ನಡೆಸಲು ಸೂಚಿಸಿದರು. ಜಿಲ್ಲೆಯಲ್ಲಿ ಮುಂದಿನ 2 ದಿನಗಳಲ್ಲಿ ಅಧಿಕ ಮಳೆಯಾಗುವ ಸಾಧ್ಯತೆ ಇದೆ. ಈ ಹಿನ್ನೆಲೆಯಲ್ಲಿ ತಹಶೀಲ್ದಾರರು, ಪಿಡಿಒಗಳು ಕೇಂದ್ರ ಸ್ಥಾನದಲ್ಲಿಯೇ ಇದ್ದು ಸಾರ್ವಜನಿಕರ ಸಮಸ್ಯೆಗೆ ಸ್ಪಂದಿಸಬೇಕು ಎಂದರು. ಸಭೆಯಲ್ಲಿ ಅಪರ ಜಿಲ್ಲಾಧಿಕಾರಿ ಸೇರಿದಂತೆ ವಿವಿಧ ಇಲಾಖೆಯ ಅಧಿಕಾರಿಗಳು ಉಪಸ್ಥಿತರಿದ್ದರು. xyxy=(542,458,694,598)
